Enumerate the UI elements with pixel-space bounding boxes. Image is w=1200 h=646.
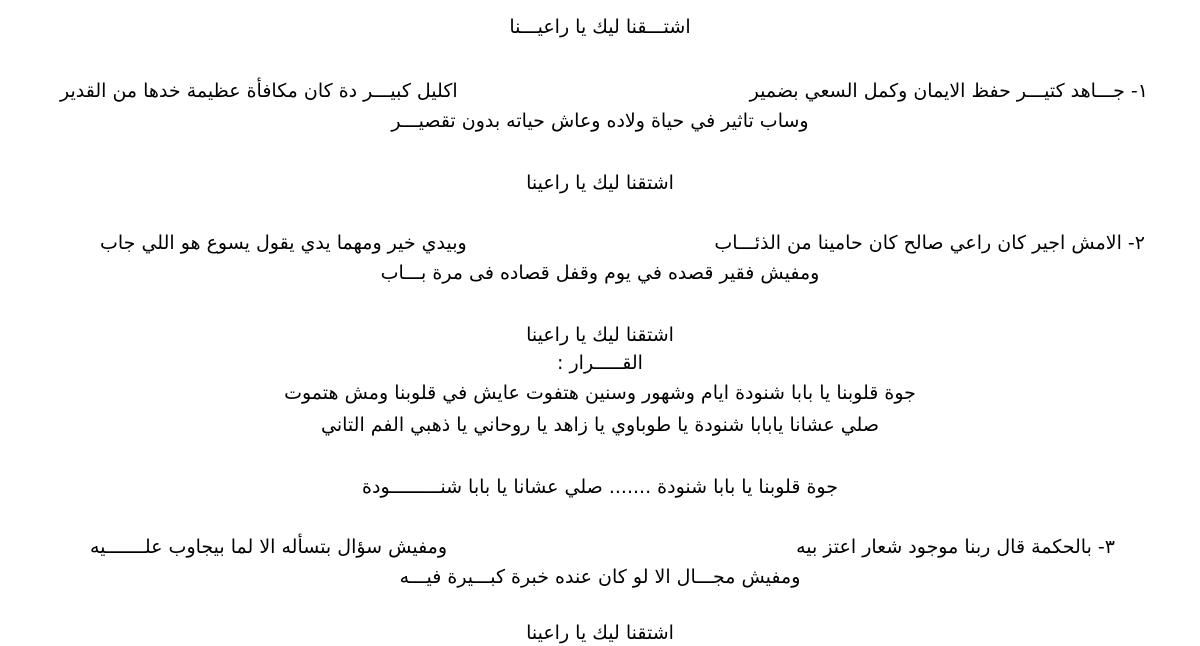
verse-1-line-c: وساب تاثير في حياة ولاده وعاش حياته بدون تقصيـــر — [391, 110, 809, 132]
decision-label: القـــــرار : — [557, 352, 643, 374]
chorus-line: اشتـــقنا ليك يا راعيـــنا — [509, 16, 691, 38]
verse-1-line-b: اكليل كبيـــر دة كان مكافأة عظيمة خدها من القدير — [60, 80, 458, 102]
decision-line: جوة قلوبنا يا بابا شنودة ....... صلي عشانا يا بابا شنـــــــــودة — [362, 476, 838, 498]
verse-2-line-c: ومفيش فقير قصده في يوم وقفل قصاده فى مرة بـــاب — [380, 262, 820, 284]
verse-2-line-b: وبيدي خير ومهما يدي يقول يسوع هو اللي جاب — [100, 232, 467, 254]
decision-line: صلي عشانا يابابا شنودة يا طوباوي يا زاهد يا روحاني يا ذهبي الفم التاني — [321, 414, 879, 436]
verse-3-line-a: ٣- بالحكمة قال ربنا موجود شعار اعتز بيه — [796, 536, 1115, 558]
verse-3-line-c: ومفيش مجـــال الا لو كان عنده خبرة كبـــيرة فيـــه — [399, 566, 801, 588]
verse-1-line-a: ١- جـــاهد كتيـــر حفظ الايمان وكمل السعي بضمير — [749, 80, 1148, 102]
decision-line: جوة قلوبنا يا بابا شنودة ايام وشهور وسنين هتفوت عايش في قلوبنا ومش هتموت — [284, 382, 916, 404]
verse-2-line-a: ٢- الامش اجير كان راعي صالح كان حامينا من الذئـــاب — [714, 232, 1145, 254]
chorus-line: اشتقنا ليك يا راعينا — [526, 622, 674, 644]
verse-3-line-b: ومفيش سؤال بتسأله الا لما بيجاوب علـــــــيه — [90, 536, 448, 558]
chorus-line: اشتقنا ليك يا راعينا — [526, 324, 674, 346]
chorus-line: اشتقنا ليك يا راعينا — [526, 172, 674, 194]
